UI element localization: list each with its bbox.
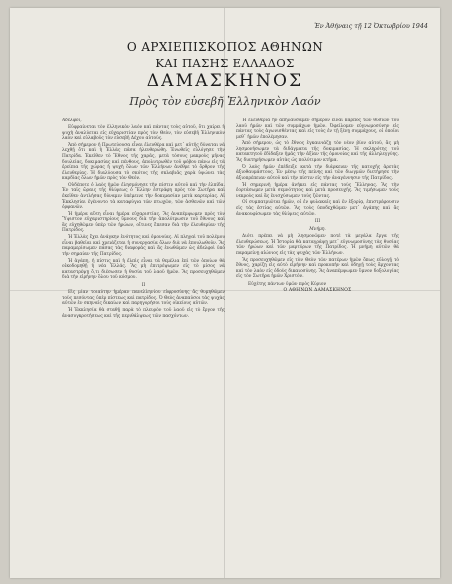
section-number: III — [314, 219, 321, 225]
section-number: II — [141, 282, 146, 288]
paragraph: Ἡ Ἐκκλησία θὰ σταθῇ παρὰ τὸ πλευρὸν τοῦ λαοῦ εἰς τὸ ἔργον τῆς ἀνασυγκροτήσεως καὶ τῆς περιθάλψεως τῶν πασχόντων. — [62, 308, 225, 319]
paragraph: Ἀπὸ σήμερον ἡ Πρωτεύουσα εἶναι ἐλευθέρα καὶ μετ᾽ αὐτῆς δύναται νὰ λεχθῇ ὅτι καὶ ἡ Ἑλλὰς πᾶσα ἠλευθερώθη. Ἐνωθεῖς εὐλόγησε τὴν Πατρίδα. Ἐκεῖθεν τὸ Ἔθνος τῆς χαρᾶς, μετὰ τόσους μακροὺς μῆνας δουλείας, δοκιμασίας καὶ πένθους, ἀπολυτρωθὲν τοῦ φόβου πάνω εἰς τὰ ἐρείπια τῆς χώρας ἡ ψυχὴ ὅλων τῶν Ἑλλήνων ἀνέθρε τὸ ὄρθρον τῆς ἐλευθερίας. Ἡ διαλύουσα τὸ σκότος τῆς σκλαβιᾶς χαρὰ ὑψώνει τὰς καρδίας ὅλων ἡμῶν πρὸς τὸν Θεόν. — [62, 142, 225, 182]
paragraph: Εὐφραίνεται τὸν ἑλληνικὸν λαόν καὶ πάντας τοὺς αὐτοῦ, ὅτι χαίρει ἡ ψυχὴ ἀναλύεται εἰς εὐχαριστίαν πρὸς τὸν Θεὸν, τὸν εὐσεβῆ Ἑλληνικὸν λαὸν καὶ εὐλαβοῦς τὸν εὐσεβῆ Δέχου αὐτοὺς. — [62, 125, 225, 142]
paragraph: Ἀπὸ σήμερον, ὡς τὸ ἔθνος ἐγκαινιάζῃ τὸν νέον βίον αὐτοῦ, ἂς μὴ λησμονήσωμεν τὰ διδάγματα τῆς δοκιμασίας. Ἡ σκληρότης τοῦ κατακτητοῦ ἐδίδαξεν ἡμᾶς τὴν ἀξίαν τῆς ὁμονοίας καὶ τῆς ἀλληλεγγύης. Ἂς διατηρήσωμεν αὐτὰς ὡς πολύτιμον κτῆμα. — [236, 141, 399, 164]
subtitle: Πρὸς τὸν εὐσεβῆ Ἑλληνικὸν Λαόν — [129, 95, 321, 108]
paragraph: Ἡ ἐλευθερία ἣν ἀπηλαύσαμεν σήμερον εἶναι καρπὸς τῶν θυσιῶν τοῦ λαοῦ ἡμῶν καὶ τῶν συμμάχων ἡμῶν. Ὀφείλομεν εὐγνωμοσύνην εἰς πάντας τοὺς ἀγωνισθέντας καὶ εἰς τοὺς ἐν τῇ ξένῃ συμμάχους, οἱ ὁποῖοι μεθ᾽ ἡμῶν ἐπολέμησαν. — [236, 118, 399, 140]
paragraph: Ἡ σημερινὴ ἡμέρα ἀνήκει εἰς πάντας τοὺς Ἕλληνας. Ἂς τὴν ἑορτάσωμεν μετὰ σεμνότητος καὶ μετὰ προσευχῆς. Ἂς τιμήσωμεν τοὺς νεκροὺς καὶ ἂς ἐνισχύσωμεν τοὺς ζῶντας. — [236, 182, 399, 199]
paragraph: Ὁ λαὸς ἡμῶν ἐπέδειξε κατὰ τὴν διάρκειαν τῆς κατοχῆς ἀρετὰς ἀξιοθαυμάστους. Ἐν μέσῳ τῆς πείνης καὶ τῶν διωγμῶν διετήρησε τὴν ἀξιοπρέπειαν αὐτοῦ καὶ τὴν πίστιν εἰς τὴν ἀναγέννησιν τῆς Πατρίδος. — [236, 164, 399, 181]
right-column — [236, 118, 399, 562]
paragraph: Διότι πρέπει νὰ μὴ λησμονῶμεν ποτὲ τὰ μεγάλα ἔργα τῆς ἐλευθερώσεως. Ἡ Ἱστορία θὰ καταγράψῃ μετ᾽ εὐγνωμοσύνης τὰς θυσίας τῶν ἡρώων καὶ τῶν μαρτύρων τῆς Πατρίδος. Ἡ μνήμη αὐτῶν θὰ παραμείνῃ αἰώνιος εἰς τὰς ψυχὰς τῶν Ἑλλήνων. — [236, 234, 399, 256]
signature: Ο ΑΘΗΝΩΝ ΔΑΜΑΣΚΗΝΟΣ — [283, 288, 352, 294]
paragraph: Ἡ ἀγάπη, ἡ πίστις καὶ ἡ ἐλπὶς εἶναι τὰ θεμέλια ἐπὶ τῶν ὁποίων θὰ οἰκοδομηθῇ ἡ νέα Ἑλλάς. Ἂς μὴ ἐπιτρέψωμεν εἰς τὸ μίσος νὰ καταστρέψῃ ὅ,τι διέσωσεν ἡ θυσία τοῦ λαοῦ ἡμῶν. Ἂς προσευχηθῶμεν διὰ τὴν εἰρήνην ὅλου τοῦ κόσμου. — [62, 258, 225, 281]
salutation: Ἀδελφοί, — [62, 118, 82, 123]
paragraph: Ἡ Ἑλλὰς ἔχει ἀνάγκην ἑνότητος καὶ ὁμονοίας. Αἱ πληγαὶ τοῦ πολέμου εἶναι βαθεῖαι καὶ χρειάζεται ἡ συνεργασία ὅλων διὰ νὰ ἐπουλωθοῦν. Ἂς παραμερίσωμεν πάσας τὰς διαφορὰς καὶ ἂς ἑνωθῶμεν ὡς ἀδελφοὶ ὑπὸ τὴν σημαίαν τῆς Πατρίδος. — [62, 235, 225, 257]
paragraph: Εἰς μίαν τοιαύτην ἡμέραν πανελληνίου εὐφροσύνης ἂς θυμηθῶμεν τοὺς πεσόντας ὑπὲρ πίστεως καὶ πατρίδος. Ὁ Θεὸς ἀναπαύσοι τὰς ψυχὰς αὐτῶν ἐν σκηναῖς δικαίων καὶ παρηγορήσοι τοὺς οἰκείους αὐτῶν. — [62, 290, 225, 307]
paragraph: Οὐδέποτε ὁ λαὸς ἡμῶν ἐλησμόνησε τὴν πίστιν αὐτοῦ καὶ τὴν ἐλπίδα. Ἐν ταῖς ὥραις τῆς θλίψεως ὁ Ἕλλην ἐστράφη πρὸς τὸν Σωτῆρα καὶ ἐκεῖθεν ἀντλήσας δύναμιν ὑπέμεινε τὴν δοκιμασίαν μετὰ καρτερίας. Αἱ Ἐκκλησίαι ἐγένοντο τὰ καταφύγια τῶν πτωχῶν, τῶν ἀσθενῶν καὶ τῶν ὀρφανῶν. — [62, 182, 225, 211]
paragraph: Οἱ συμπατριῶται ἡμῶν, οἱ ἐν φυλακαῖς καὶ ἐν ἐξορίᾳ, ἐπιστρέφουσιν εἰς τὰς ἑστίας αὐτῶν. Ἂς τοὺς ὑποδεχθῶμεν μετ᾽ ἀγάπης καὶ ἂς ἀνακουφίσωμεν τὰς θλίψεις αὐτῶν. — [236, 200, 399, 217]
paragraph: Ἂς προσευχηθῶμεν εἰς τὸν Θεὸν τῶν πατέρων ἡμῶν ὅπως εὐλογῇ τὸ ἔθνος, χαρίζῃ εἰς αὐτὸ εἰρήνην καὶ προκοπὴν καὶ ὁδηγῇ τοὺς ἄρχοντας καὶ τὸν λαὸν εἰς ὁδοὺς δικαιοσύνης. Ἂς ἀναπέμψωμεν ὕμνον δοξολογίας εἰς τὸν Σωτῆρα ἡμῶν Χριστόν. — [236, 257, 399, 280]
title-line-2: ΚΑΙ ΠΑΣΗΣ ΕΛΛΑΔΟΣ — [155, 56, 295, 70]
title-name: ΔΑΜΑΣΚΗΝΟΣ — [146, 71, 304, 91]
title-line-1: Ο ΑΡΧΙΕΠΙΣΚΟΠΟΣ ΑΘΗΝΩΝ — [126, 40, 324, 54]
section-heading: Μνήμη. — [309, 226, 326, 232]
dateline: Ἐν Ἀθήναις τῇ 12 Ὀκτωβρίου 1944 — [314, 22, 428, 30]
left-column — [62, 118, 225, 558]
document-sheet — [10, 8, 440, 578]
paragraph: Ἡ ἡμέρα αὕτη εἶναι ἡμέρα εὐχαριστίας. Ἂς ἀναπέμψωμεν πρὸς τὸν Ὕψιστον εὐχαριστηρίους ὕμνους διὰ τὴν ἀπολύτρωσιν τοῦ ἔθνους καὶ ἂς εὐχηθῶμεν ὑπὲρ τῶν ἡρώων, οἵτινες ἔπεσαν διὰ τὴν ἐλευθερίαν τῆς Πατρίδος. — [62, 211, 225, 234]
closing-line: Εὐχέτης πάντων ὑμῶν πρὸς Κύριον — [248, 281, 327, 287]
